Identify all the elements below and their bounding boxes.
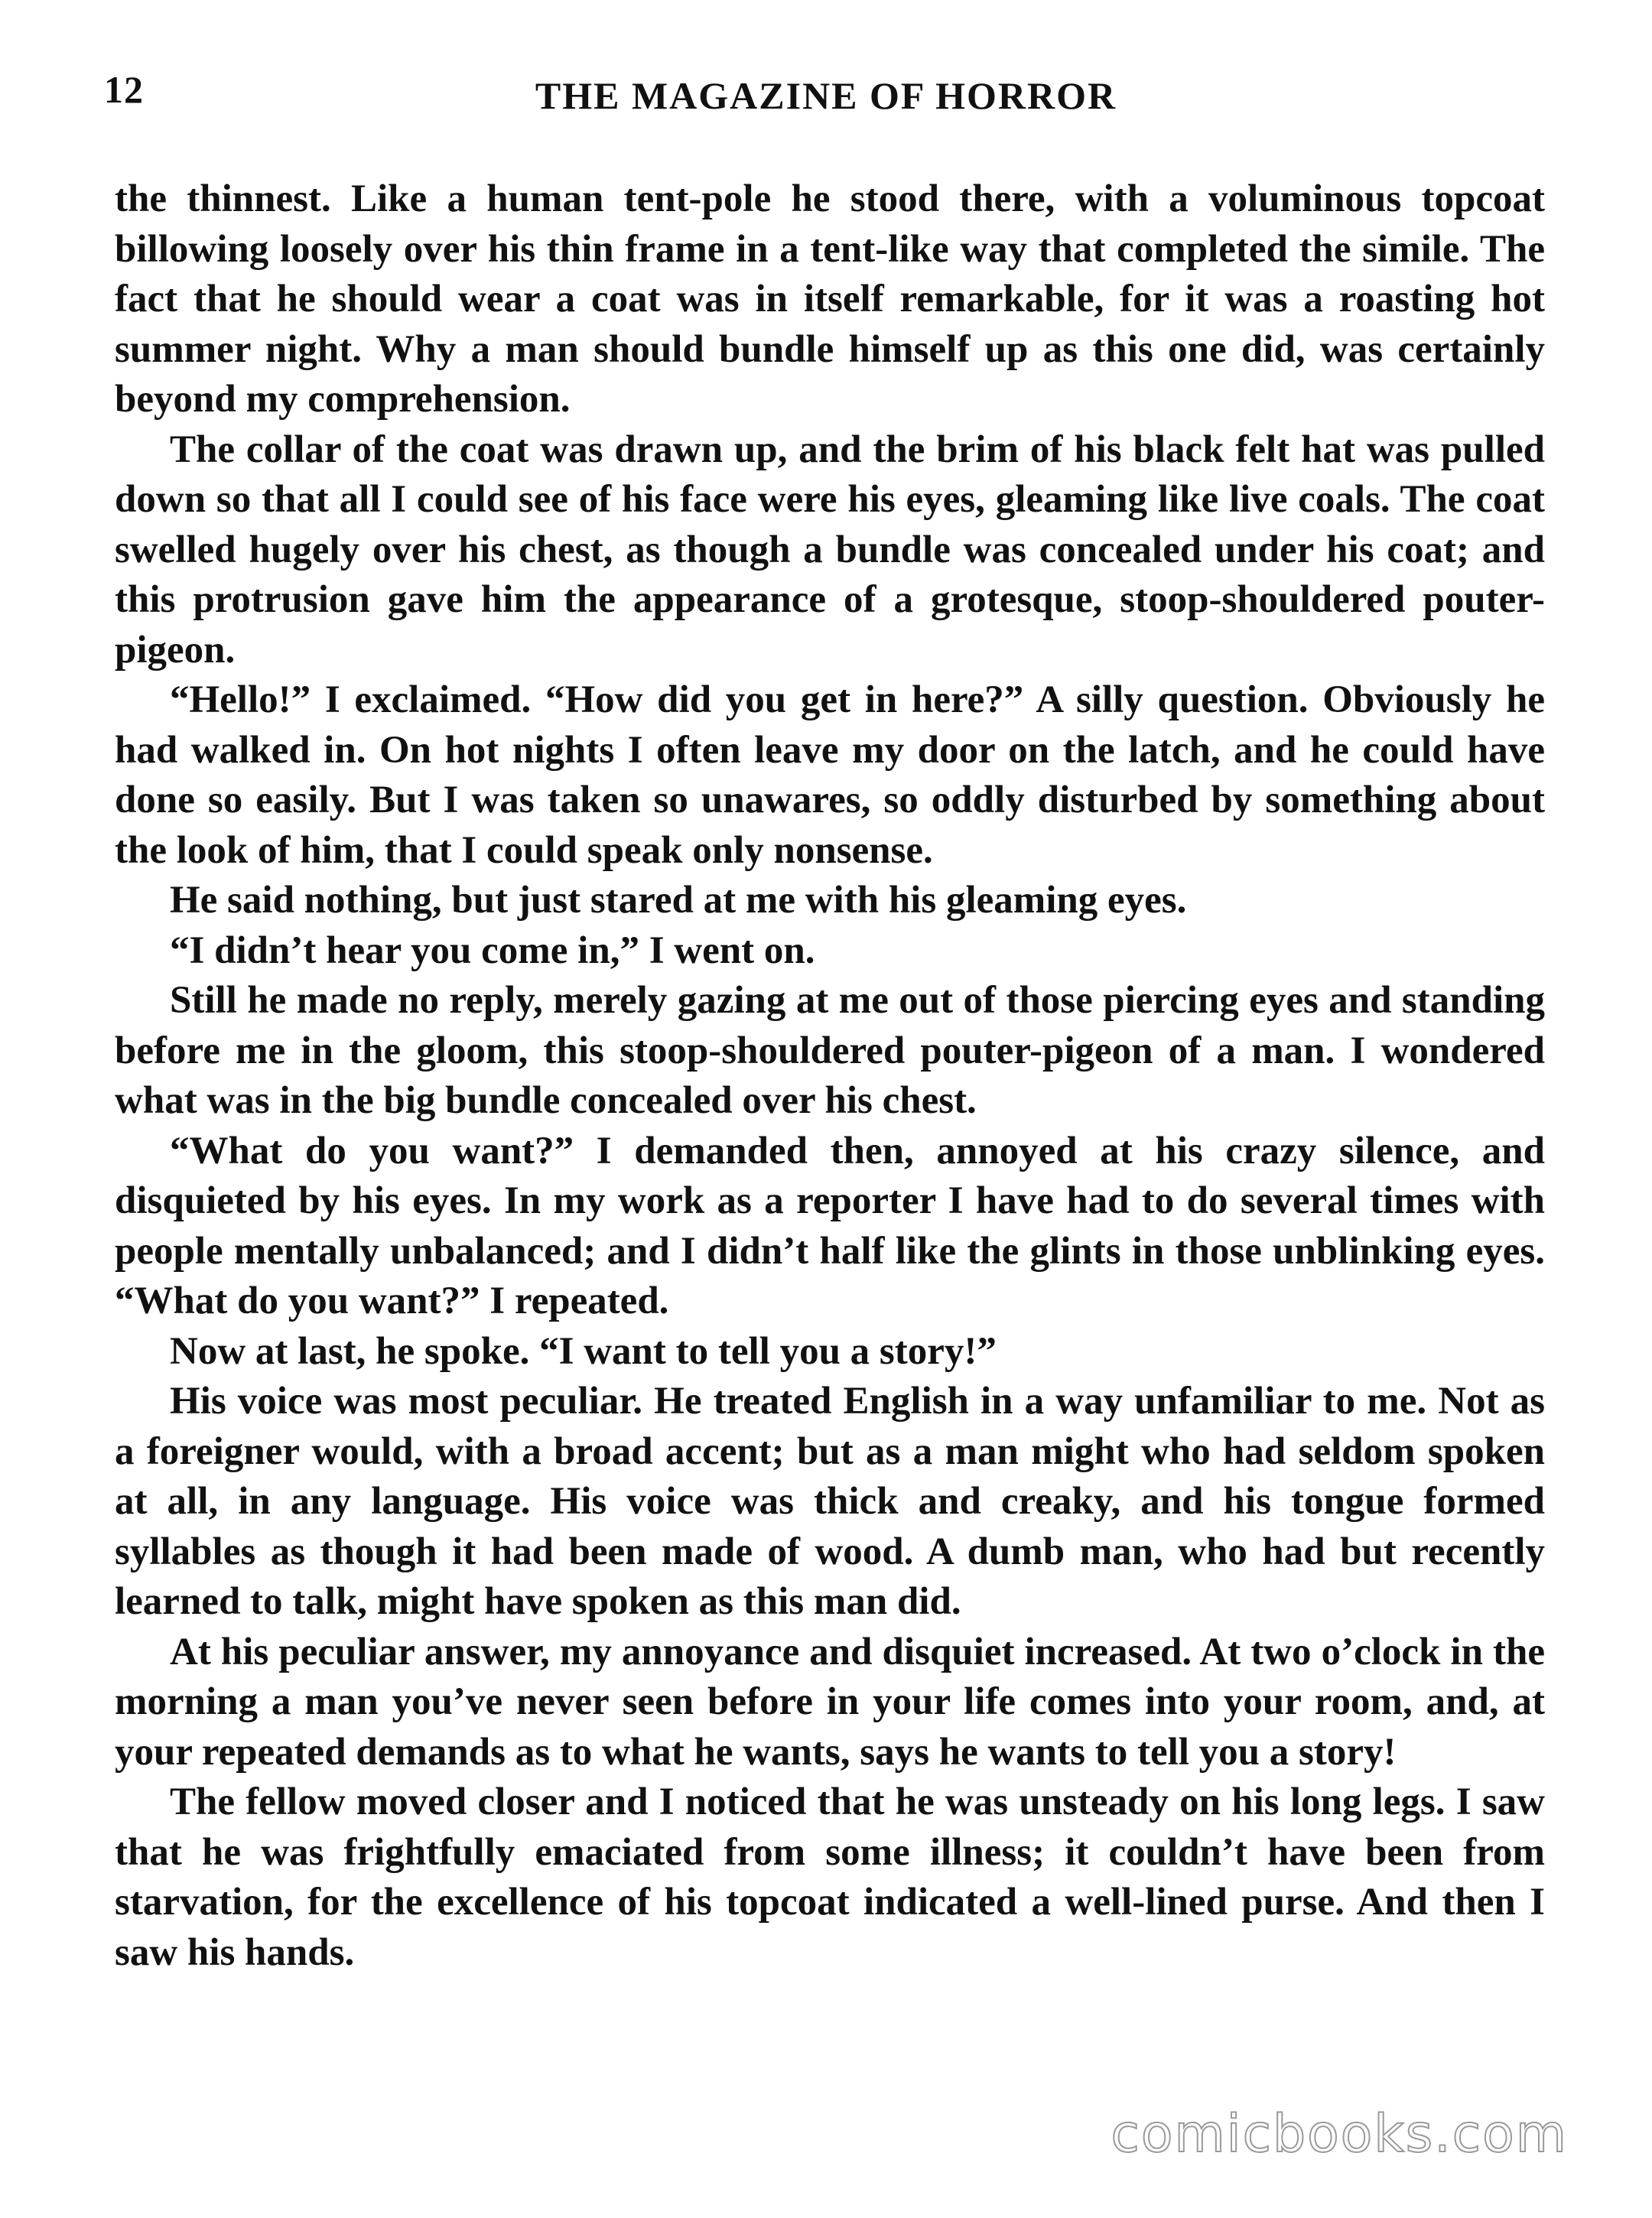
paragraph: the thinnest. Like a human tent-pole he stood there, with a voluminous topcoat billowing loosely over his thin frame in a tent-like way that completed the simile. The fact that he should wear a coat was in itself remarkable, for it was a roasting hot summer night. Why a man should bundle himself up as this one did, was certainly beyond my comprehension. (115, 177, 1545, 421)
paragraph: His voice was most peculiar. He treated English in a way unfamiliar to me. Not as a foreigner would, with a broad accent; but as a man might who had seldom spoken at all, in any language. His voice was thick and creaky, and his tongue formed syllables as though it had been made of wood. A dumb man, who had but recently learned to talk, might have spoken as this man did. (115, 1380, 1545, 1623)
page-number: 12 (104, 68, 144, 111)
watermark: comicbooks.com (1111, 2104, 1568, 2164)
running-title: THE MAGAZINE OF HORROR (535, 74, 1117, 117)
paragraph: Now at last, he spoke. “I want to tell you a story!” (170, 1329, 997, 1373)
story-body (115, 174, 1545, 1978)
paragraph: The fellow moved closer and I noticed that he was unsteady on his long legs. I saw that he was frightfully emaciated from some illness; it couldn’t have been from starvation, for the excellence of his topcoat indicated a well-lined purse. And then I saw his hands. (115, 1781, 1545, 1974)
paragraph: “What do you want?” I demanded then, annoyed at his crazy silence, and disquieted by his eyes. In my work as a reporter I have had to do several times with people mentally unbalanced; and I didn’t half like the glints in those unblinking eyes. “What do you want?” I repeated. (115, 1129, 1545, 1322)
paragraph: Still he made no reply, merely gazing at me out of those piercing eyes and standing before me in the gloom, this stoop-shouldered pouter-pigeon of a man. I wondered what was in the big bundle concealed over his chest. (115, 979, 1545, 1122)
paragraph: “I didn’t hear you come in,” I went on. (170, 929, 815, 972)
page-header (0, 67, 1652, 128)
paragraph: “Hello!” I exclaimed. “How did you get in here?” A silly question. Obviously he had walked in. On hot nights I often leave my door on the latch, and he could have done so easily. But I was taken so unawares, so oddly disturbed by something about the look of him, that I could speak only nonsense. (115, 678, 1545, 872)
paragraph: He said nothing, but just stared at me with his gleaming eyes. (170, 879, 1187, 922)
paragraph: At his peculiar answer, my annoyance and disquiet increased. At two o’clock in the morning a man you’ve never seen before in your life comes into your room, and, at your repeated demands as to what he wants, says he wants to tell you a story! (115, 1630, 1545, 1774)
paragraph: The collar of the coat was drawn up, and the brim of his black felt hat was pulled down so that all I could see of his face were his eyes, gleaming like live coals. The coat swelled hugely over his chest, as though a bundle was concealed under his coat; and this protrusion gave him the appearance of a grotesque, stoop-shouldered pouter-pigeon. (115, 428, 1545, 672)
